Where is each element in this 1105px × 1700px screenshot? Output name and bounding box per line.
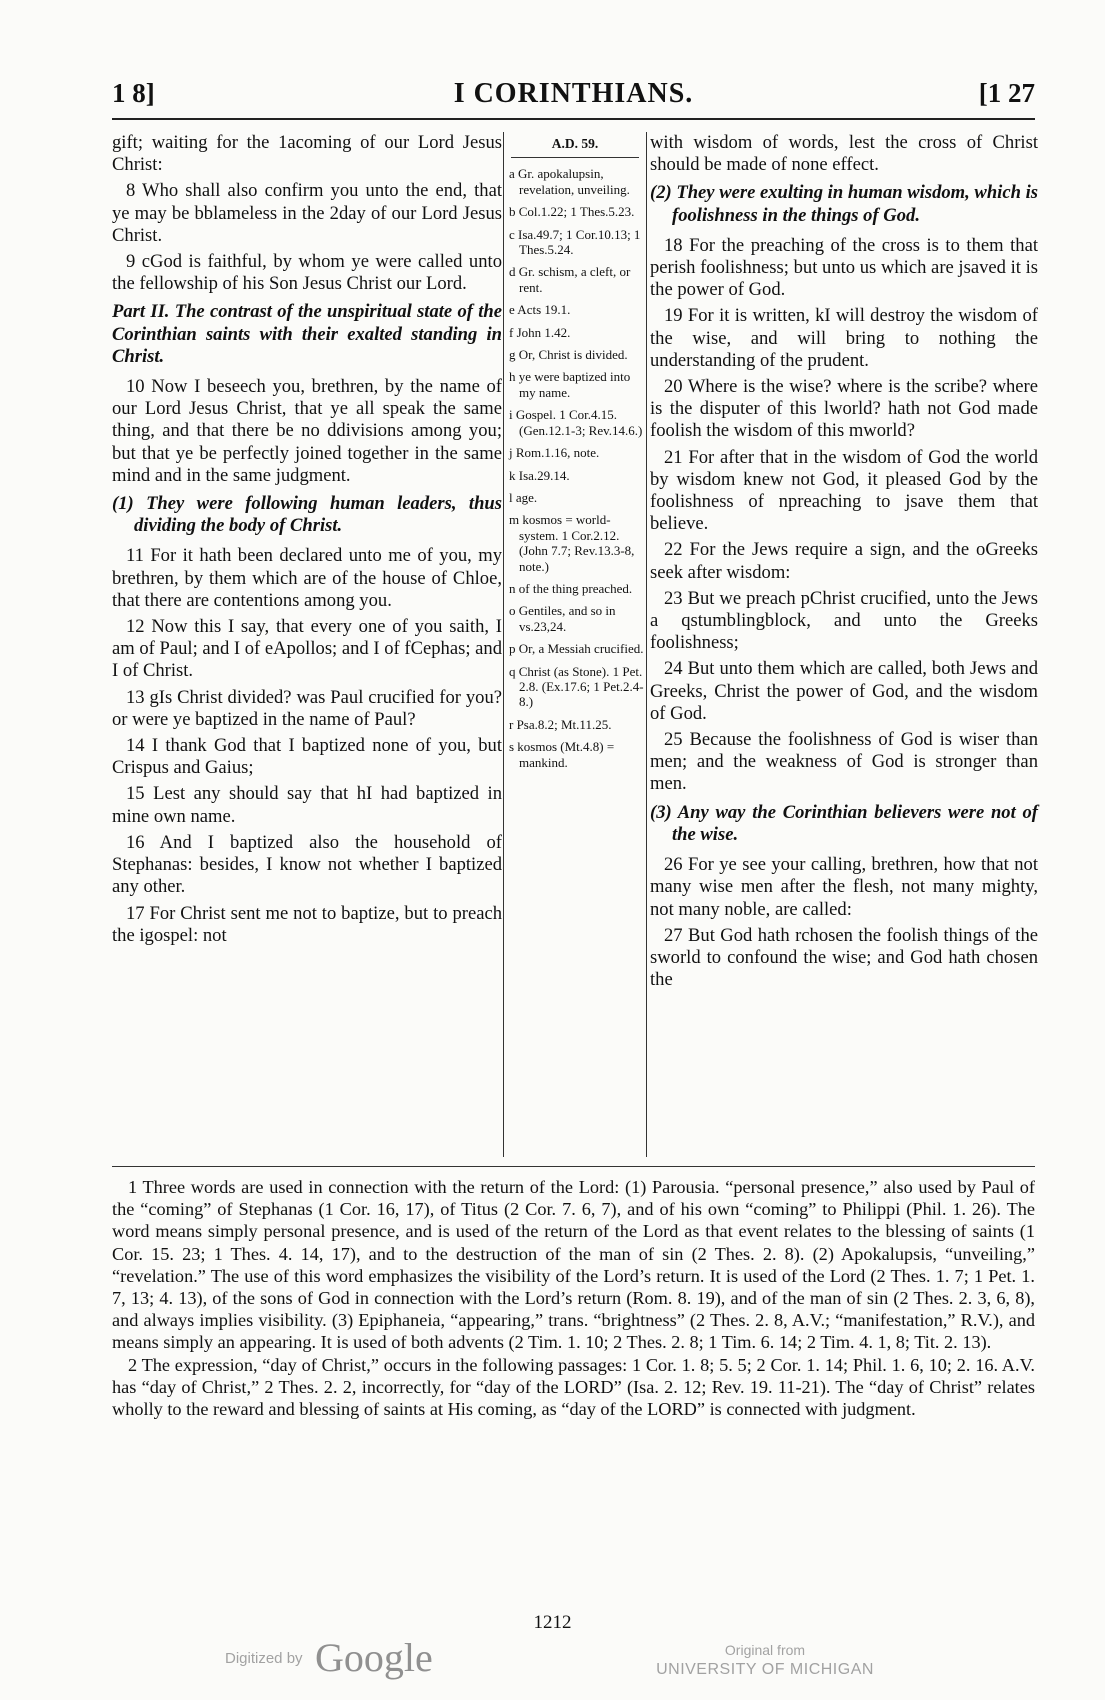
verse-paragraph: 18 For the preaching of the cross is to them that perish foolishness; but unto us which are jsaved it is the power of God.	[650, 234, 1038, 301]
cross-reference: a Gr. apokalupsin, revelation, unveiling.	[509, 166, 630, 197]
right-text-column	[650, 132, 1038, 995]
verse-paragraph: 8 Who shall also confirm you unto the end, that ye may be bblameless in the 2day of our Lord Jesus Christ.	[112, 180, 502, 246]
section-heading: (1) They were following human leaders, thus dividing the body of Christ.	[112, 493, 502, 537]
cross-reference: n of the thing preached.	[509, 580, 633, 596]
original-from-label: Original from	[724, 1642, 806, 1658]
date-note: A.D. 59.	[511, 136, 639, 158]
verse-paragraph: gift; waiting for the 1acoming of our Lord Jesus Christ:	[112, 132, 502, 176]
footnote: 2 The expression, “day of Christ,” occurs in the following passages: 1 Cor. 1. 8; 5. 5; 2 Cor. 1. 14; Phil. 1. 6, 10; 2. 16. A.V. has “day of Christ,” 2 Thes. 2. 2, incorrectly, for “day of the LORD” (Isa. 2. 12; Rev. 19. 11-21). The “day of Christ” relates wholly to the reward and blessing of saints at His coming, as “day of the LORD” is connected with judgment.	[112, 1354, 1035, 1420]
footnote-rule	[112, 1166, 1035, 1167]
cross-reference: q Christ (as Stone). 1 Pet. 2.8. (Ex.17.6; 1 Pet.2.4-8.)	[509, 663, 644, 710]
column-divider	[646, 132, 647, 1157]
page-number: 1212	[533, 1612, 572, 1633]
verse-paragraph: 13 gIs Christ divided? was Paul crucified for you? or were ye baptized in the name of Paul?	[112, 686, 502, 730]
source-attribution	[650, 1640, 880, 1680]
verse-paragraph: 21 For after that in the wisdom of God the world by wisdom knew not God, it pleased God by the foolishness of npreaching to jsave them that believe.	[650, 446, 1038, 535]
verse-paragraph: 27 But God hath rchosen the foolish things of the sworld to confound the wise; and God hath chosen the	[650, 924, 1038, 991]
cross-reference: e Acts 19.1.	[509, 302, 571, 318]
header-rule	[112, 118, 1035, 120]
verse-paragraph: 20 Where is the wise? where is the scribe? where is the disputer of this lworld? hath not God made foolish the wisdom of this mworld?	[650, 376, 1038, 442]
digitized-by-label: Digitized by	[225, 1650, 303, 1667]
verse-paragraph: 15 Lest any should say that hI had baptized in mine own name.	[112, 783, 502, 827]
cross-reference: o Gentiles, and so in vs.23,24.	[509, 603, 616, 634]
verse-paragraph: 11 For it hath been declared unto me of you, my brethren, by them which are of the house of Chloe, that there are contentions among you.	[112, 545, 502, 611]
column-divider	[503, 132, 504, 1157]
cross-reference: m kosmos = world-system. 1 Cor.2.12. (John 7.7; Rev.13.3-8, note.)	[509, 512, 635, 574]
verse-paragraph: 12 Now this I say, that every one of you saith, I am of Paul; and I of eApollos; and I of fCephas; and I of Christ.	[112, 616, 502, 682]
cross-reference: j Rom.1.16, note.	[509, 445, 600, 461]
verse-paragraph: 17 For Christ sent me not to baptize, but to preach the igospel: not	[112, 902, 502, 946]
cross-reference: s kosmos (Mt.4.8) = mankind.	[509, 739, 615, 770]
chapter-verse-range-end: [1 27	[978, 78, 1035, 108]
reference-column	[505, 132, 645, 777]
cross-reference: d Gr. schism, a cleft, or rent.	[509, 264, 631, 295]
google-logo: Google	[315, 1635, 433, 1680]
cross-reference: k Isa.29.14.	[509, 467, 570, 483]
cross-reference: l age.	[509, 489, 538, 505]
left-text-column	[112, 132, 502, 951]
university-label: UNIVERSITY OF MICHIGAN	[656, 1661, 874, 1678]
footnotes	[112, 1176, 1035, 1420]
cross-reference: i Gospel. 1 Cor.4.15. (Gen.12.1-3; Rev.14.6.)	[509, 407, 643, 438]
cross-reference: f John 1.42.	[509, 324, 571, 340]
verse-paragraph: 9 cGod is faithful, by whom ye were called unto the fellowship of his Son Jesus Christ our Lord.	[112, 251, 502, 295]
cross-reference: g Or, Christ is divided.	[509, 347, 628, 363]
verse-paragraph: 23 But we preach pChrist crucified, unto the Jews a qstumblingblock, and unto the Greeks foolishness;	[650, 587, 1038, 654]
verse-paragraph: 16 And I baptized also the household of Stephanas: besides, I know not whether I baptized any other.	[112, 831, 502, 898]
section-heading: (3) Any way the Corinthian believers were not of the wise.	[650, 801, 1038, 845]
section-heading: (2) They were exulting in human wisdom, which is foolishness in the things of God.	[650, 182, 1038, 226]
verse-paragraph: 14 I thank God that I baptized none of you, but Crispus and Gaius;	[112, 735, 502, 779]
running-head	[112, 78, 1035, 114]
verse-paragraph: 26 For ye see your calling, brethren, how that not many wise men after the flesh, not many mighty, not many noble, are called:	[650, 854, 1038, 920]
cross-reference: b Col.1.22; 1 Thes.5.23.	[509, 204, 635, 220]
section-heading: Part II. The contrast of the unspiritual state of the Corinthian saints with their exalted standing in Christ.	[112, 301, 502, 367]
verse-paragraph: with wisdom of words, lest the cross of Christ should be made of none effect.	[650, 132, 1038, 176]
verse-paragraph: 25 Because the foolishness of God is wiser than men; and the weakness of God is stronger than men.	[650, 729, 1038, 795]
verse-paragraph: 19 For it is written, kI will destroy the wisdom of the wise, and will bring to nothing the understanding of the prudent.	[650, 305, 1038, 371]
verse-paragraph: 10 Now I beseech you, brethren, by the name of our Lord Jesus Christ, that ye all speak the same thing, and that there be no ddivisions among you; but that ye be perfectly joined together in the same mind and in the same judgment.	[112, 376, 502, 486]
footnote: 1 Three words are used in connection with the return of the Lord: (1) Parousia. “personal presence,” also used by Paul of the “coming” of Stephanas (1 Cor. 16, 17), of Titus (2 Cor. 7. 6, 7), and of his own “coming” to Philippi (Phil. 1. 26). The word means simply personal presence, and is used of the return of the Lord as that event relates to the blessing of saints (1 Cor. 15. 23; 1 Thes. 4. 14, 17), and to the destruction of the man of sin (2 Thes. 2. 8). (2) Apokalupsis, “unveiling,” “revelation.” The use of this word emphasizes the visibility of the Lord’s return. It is used of the Lord (2 Thes. 1. 7; 1 Pet. 1. 7, 13; 4. 13), of the sons of God in connection with the Lord’s return (Rom. 8. 19), and of the man of sin (2 Thes. 2. 3, 6, 8), and always implies visibility. (3) Epiphaneia, “appearing,” trans. “brightness” (2 Thes. 2. 8, A.V.; “manifestation,” R.V.), and means simply an appearing. It is used of both advents (2 Tim. 1. 10; 2 Thes. 2. 8; 1 Tim. 6. 14; 2 Tim. 4. 1, 8; Tit. 2. 13).	[112, 1177, 1035, 1353]
verse-paragraph: 24 But unto them which are called, both Jews and Greeks, Christ the power of God, and the wisdom of God.	[650, 658, 1038, 724]
verse-paragraph: 22 For the Jews require a sign, and the oGreeks seek after wisdom:	[650, 539, 1038, 583]
cross-reference: p Or, a Messiah crucified.	[509, 641, 644, 657]
cross-reference: r Psa.8.2; Mt.11.25.	[509, 716, 612, 732]
book-title: I CORINTHIANS.	[453, 78, 694, 109]
chapter-verse-range-start: 1 8]	[112, 78, 155, 108]
cross-reference: c Isa.49.7; 1 Cor.10.13; 1 Thes.5.24.	[509, 226, 641, 258]
cross-reference: h ye were baptized into my name.	[509, 369, 631, 400]
